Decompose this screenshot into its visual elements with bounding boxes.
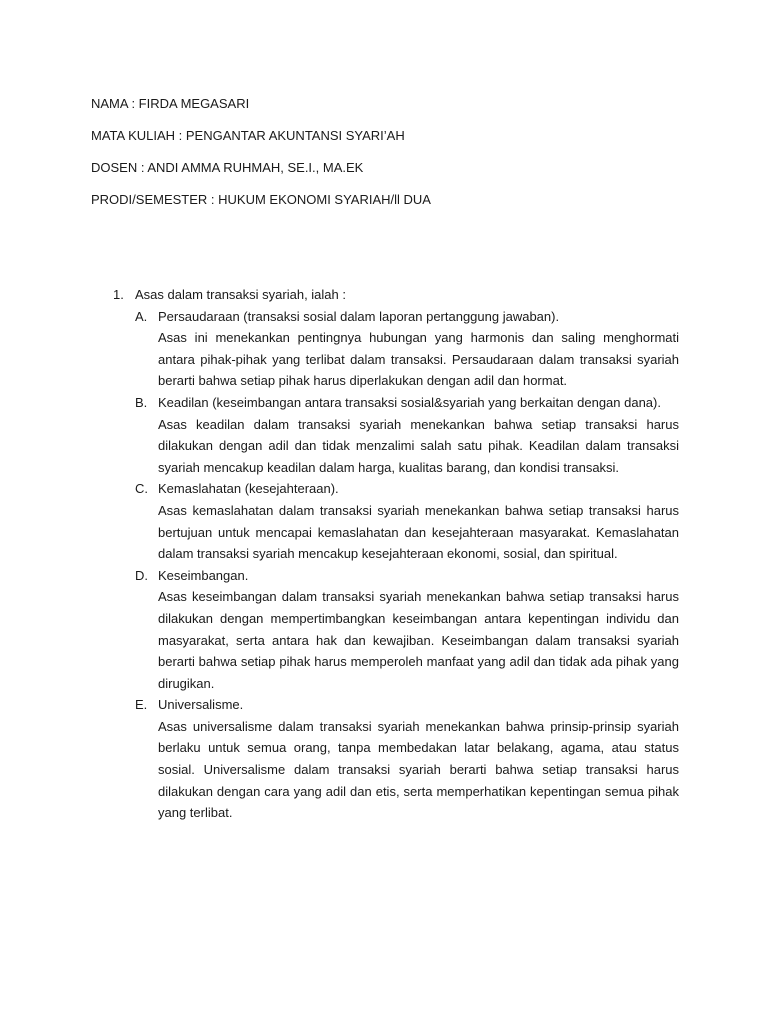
question-1 — [113, 284, 679, 306]
item-heading: Keseimbangan. — [158, 567, 249, 583]
item-letter: D. — [135, 567, 148, 583]
item-body: Asas keseimbangan dalam transaksi syariah menekankan bahwa setiap transaksi harus dilakukan dengan mempertimbangkan keseimbangan antara kepentingan individu dan masyarakat, serta antara hak dan kewajiban. Keseimbangan dalam transaksi syariah berarti bahwa setiap pihak harus memperoleh manfaat yang adil dan tidak ada pihak yang dirugikan. — [158, 589, 679, 691]
item-heading: Universalisme. — [158, 697, 244, 713]
list-item — [113, 392, 679, 478]
list-item — [113, 694, 679, 824]
lecturer-line: DOSEN : ANDI AMMA RUHMAH, SE.I., MA.EK — [91, 160, 364, 175]
item-body: Asas keadilan dalam transaksi syariah menekankan bahwa setiap transaksi harus dilakukan dengan adil dan tidak menzalimi salah satu pihak. Keadilan dalam transaksi syariah mencakup keadilan dalam harga, kualitas barang, dan kondisi transaksi. — [158, 416, 679, 475]
list-item — [113, 565, 679, 695]
item-body: Asas universalisme dalam transaksi syariah menekankan bahwa prinsip-prinsip syariah berlaku untuk semua orang, tanpa membedakan latar belakang, agama, atau status sosial. Universalisme dalam transaksi syariah berarti bahwa setiap transaksi harus dilakukan dengan cara yang adil dan etis, serta memperhatikan kepentingan semua pihak yang terlibat. — [158, 718, 679, 821]
question-title: Asas dalam transaksi syariah, ialah : — [135, 287, 346, 302]
item-heading: Kemaslahatan (kesejahteraan). — [158, 481, 339, 497]
student-name-line: NAMA : FIRDA MEGASARI — [91, 96, 250, 111]
course-line: MATA KULIAH : PENGANTAR AKUNTANSI SYARI’AH — [91, 128, 405, 143]
question-list — [113, 284, 679, 824]
item-heading: Persaudaraan (transaksi sosial dalam laporan pertanggung jawaban). — [158, 308, 560, 324]
list-item — [113, 478, 679, 564]
item-letter: B. — [135, 394, 148, 410]
item-letter: C. — [135, 481, 148, 497]
item-heading: Keadilan (keseimbangan antara transaksi sosial&syariah yang berkaitan dengan dana). — [158, 394, 661, 410]
list-item — [113, 306, 679, 392]
item-letter: A. — [135, 308, 148, 324]
program-semester-line: PRODI/SEMESTER : HUKUM EKONOMI SYARIAH/ll DUA — [91, 192, 431, 207]
item-body: Asas kemaslahatan dalam transaksi syariah menekankan bahwa setiap transaksi harus bertujuan untuk mencapai kemaslahatan dan kesejahteraan masyarakat. Kemaslahatan dalam transaksi syariah mencakup kesejahteraan ekonomi, sosial, dan spiritual. — [158, 502, 679, 562]
question-number: 1. — [113, 287, 124, 302]
item-letter: E. — [135, 697, 148, 713]
item-body: Asas ini menekankan pentingnya hubungan yang harmonis dan saling menghormati antara pihak-pihak yang terlibat dalam transaksi. Persaudaraan dalam transaksi syariah berarti bahwa setiap pihak harus diperlakukan dengan adil dan hormat. — [158, 330, 679, 389]
